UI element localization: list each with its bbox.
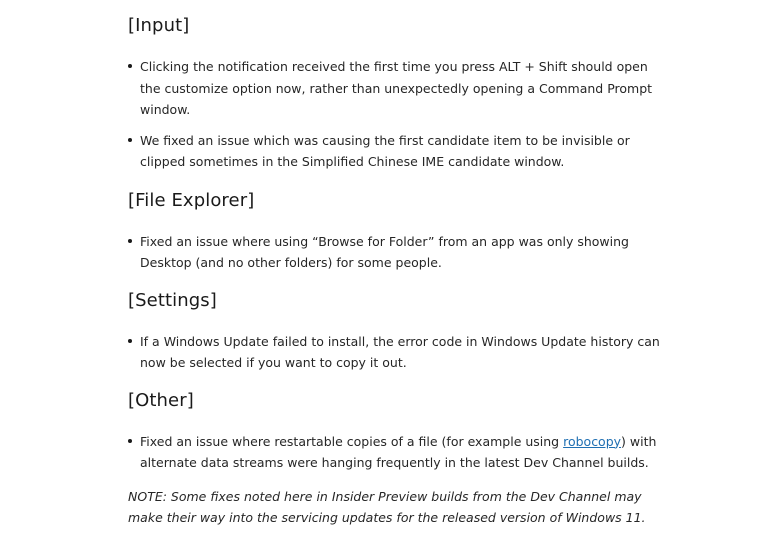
- list-item-text: Clicking the notification received the first time you press ALT + Shift should open the customize option now, rather than unexpectedly opening a Command Prompt window.: [140, 59, 653, 117]
- servicing-note: NOTE: Some fixes noted here in Insider Preview builds from the Dev Channel may make their way into the servicing updates for the released version of Windows 11.: [128, 488, 646, 525]
- list-item-text-before-link: Fixed an issue where restartable copies of a file (for example using: [140, 433, 564, 449]
- section-heading-file-explorer: [File Explorer]: [128, 189, 255, 211]
- section-heading-settings: [Settings]: [128, 289, 217, 311]
- list-item: [128, 231, 668, 274]
- list-item: [128, 331, 668, 374]
- release-notes-article: [128, 0, 668, 529]
- section-heading-input: [Input]: [128, 15, 190, 36]
- bullet-icon: [128, 239, 132, 243]
- bullet-list-file-explorer: [128, 231, 668, 274]
- list-item: [128, 56, 668, 121]
- bullet-list-other: [128, 431, 668, 474]
- bullet-list-input: [128, 56, 668, 173]
- list-item-text-after-link: ) with alternate data streams were hanging frequently in the latest Dev Channel builds.: [140, 433, 657, 470]
- robocopy-link[interactable]: robocopy: [563, 433, 622, 449]
- bullet-icon: [128, 439, 132, 443]
- list-item-text: If a Windows Update failed to install, the error code in Windows Update history can now be selected if you want to copy it out.: [140, 333, 660, 370]
- bullet-icon: [128, 64, 132, 68]
- list-item-text: We fixed an issue which was causing the first candidate item to be invisible or clipped sometimes in the Simplified Chinese IME candidate window.: [140, 132, 630, 169]
- bullet-icon: [128, 339, 132, 343]
- bullet-list-settings: [128, 331, 668, 374]
- list-item: [128, 130, 668, 173]
- list-item-text: Fixed an issue where using “Browse for Folder” from an app was only showing Desktop (and no other folders) for some people.: [140, 233, 629, 270]
- section-heading-other: [Other]: [128, 389, 194, 411]
- list-item: [128, 431, 668, 474]
- bullet-icon: [128, 138, 132, 142]
